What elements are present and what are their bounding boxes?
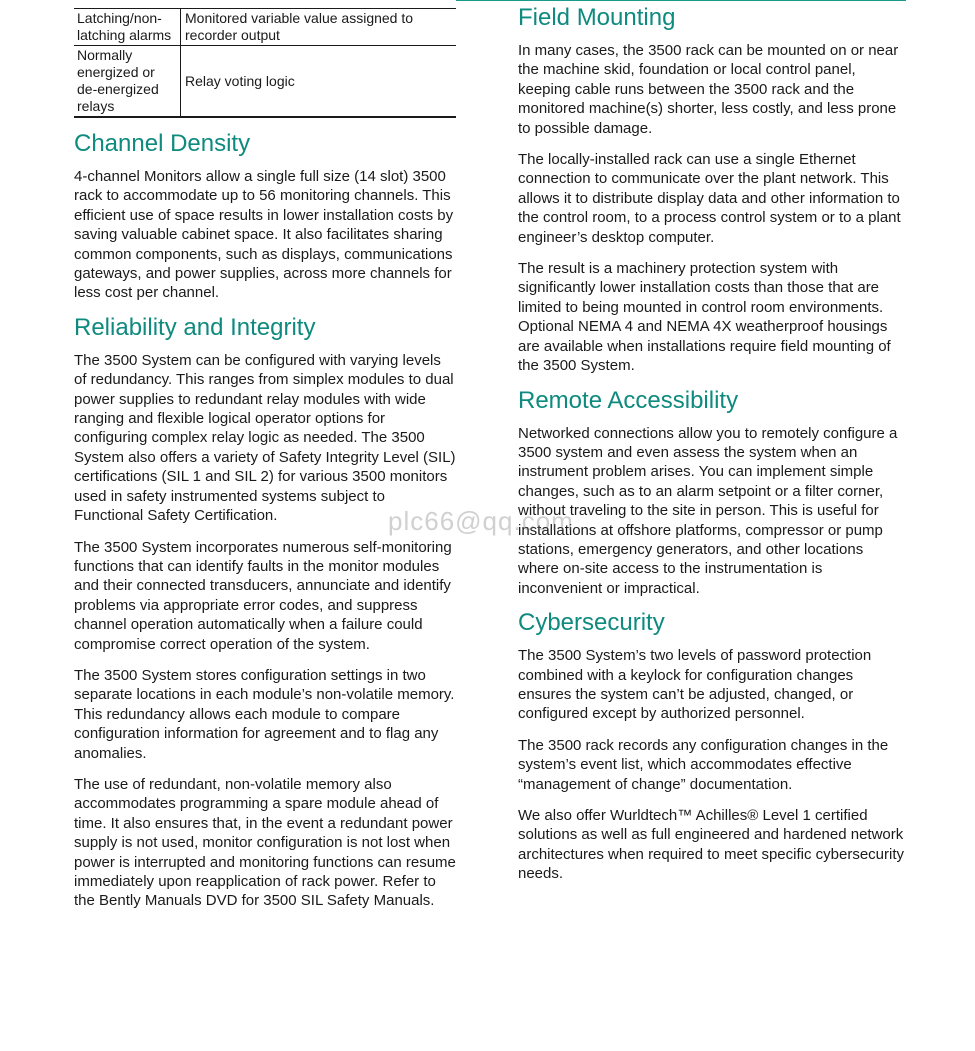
- paragraph: Networked connections allow you to remotely configure a 3500 system and even assess the system when an instrument problem arises. You can implement simple changes, such as to an alarm setpoint or a filter corner, without traveling to the site in person. This is useful for installations at offshore platforms, compressor or pump stations, emergency generators, and other locations where on-site access to the instrumentation is inconvenient or impractical.: [518, 424, 898, 597]
- table-cell: Monitored variable value assigned to recorder output: [185, 10, 414, 43]
- paragraph: In many cases, the 3500 rack can be mounted on or near the machine skid, foundation or local control panel, keeping cable runs between the 3500 rack and the monitored machine(s) shorter, less costly, and less prone to possible damage.: [518, 42, 899, 137]
- right-column: [518, 4, 908, 884]
- paragraph: The result is a machinery protection system with significantly lower installation costs than those that are limited to being mounted in control room environments. Optional NEMA 4 and NEMA 4X weatherproof housings are available when installations require field mounting of the 3500 System.: [518, 260, 891, 375]
- table-cell: Normally energized or de-energized relays: [74, 46, 181, 118]
- feature-table: [74, 8, 456, 118]
- heading-cybersecurity: Cybersecurity: [518, 609, 665, 637]
- paragraph: The 3500 System can be configured with varying levels of redundancy. This ranges from simplex modules to dual power supplies to redundant relay modules with wide ranging and flexible logical operator options for configuring complex relay logic as needed. The 3500 System also offers a variety of Safety Integrity Level (SIL) certifications (SIL 1 and SIL 2) for various 3500 monitors used in safety instrumented systems subject to Functional Safety Certification.: [74, 351, 456, 525]
- table-cell: Latching/non-latching alarms: [74, 9, 181, 46]
- paragraph: 4-channel Monitors allow a single full size (14 slot) 3500 rack to accommodate up to 56 monitoring channels. This efficient use of space results in lower installation costs by saving valuable cabinet space. It also facilitates sharing common components, such as displays, communications gateways, and power supplies, across more channels for less cost per channel.: [74, 168, 454, 302]
- paragraph: The 3500 rack records any configuration changes in the system’s event list, which accommodates effective “management of change” documentation.: [518, 736, 889, 793]
- heading-reliability: Reliability and Integrity: [74, 313, 316, 341]
- header-rule: [456, 0, 906, 1]
- heading-channel-density: Channel Density: [74, 130, 251, 157]
- watermark-text: plc66@qq.com: [388, 506, 574, 536]
- left-column: [74, 8, 456, 911]
- paragraph: We also offer Wurldtech™ Achilles® Level 1 certified solutions as well as full engineered and hardened network architectures when required to meet specific cybersecurity needs.: [518, 807, 905, 883]
- table-cell: Relay voting logic: [185, 72, 295, 89]
- paragraph: The use of redundant, non-volatile memory also accommodates programming a spare module ahead of time. It also ensures that, in the event a redundant power supply is not used, monitor configuration is not lost when power is interrupted and monitoring functions can resume immediately upon reapplication of rack power. Refer to the Bently Manuals DVD for 3500 SIL Safety Manuals.: [74, 775, 456, 910]
- heading-remote-accessibility: Remote Accessibility: [518, 386, 739, 414]
- table-row: [74, 46, 456, 118]
- paragraph: The 3500 System’s two levels of password protection combined with a keylock for configuration changes ensures the system can’t be adjusted, changed, or configured except by authorized personnel.: [518, 647, 872, 723]
- table-row: [74, 9, 456, 46]
- paragraph: The locally-installed rack can use a single Ethernet connection to communicate over the plant network. This allows it to distribute display data and other information to the control room, to a process control system or to a plant engineer’s desktop computer.: [518, 151, 901, 246]
- heading-field-mounting: Field Mounting: [518, 4, 676, 31]
- paragraph: The 3500 System stores configuration settings in two separate locations in each module’s non-volatile memory. This redundancy allows each module to compare configuration information for agreement and to flag any anomalies.: [74, 666, 455, 762]
- paragraph: The 3500 System incorporates numerous self-monitoring functions that can identify faults in the monitor modules and their connected transducers, annunciate and identify problems via appropriate error codes, and suppress channel operation automatically when a failure could compromise correct operation of the system.: [74, 538, 452, 653]
